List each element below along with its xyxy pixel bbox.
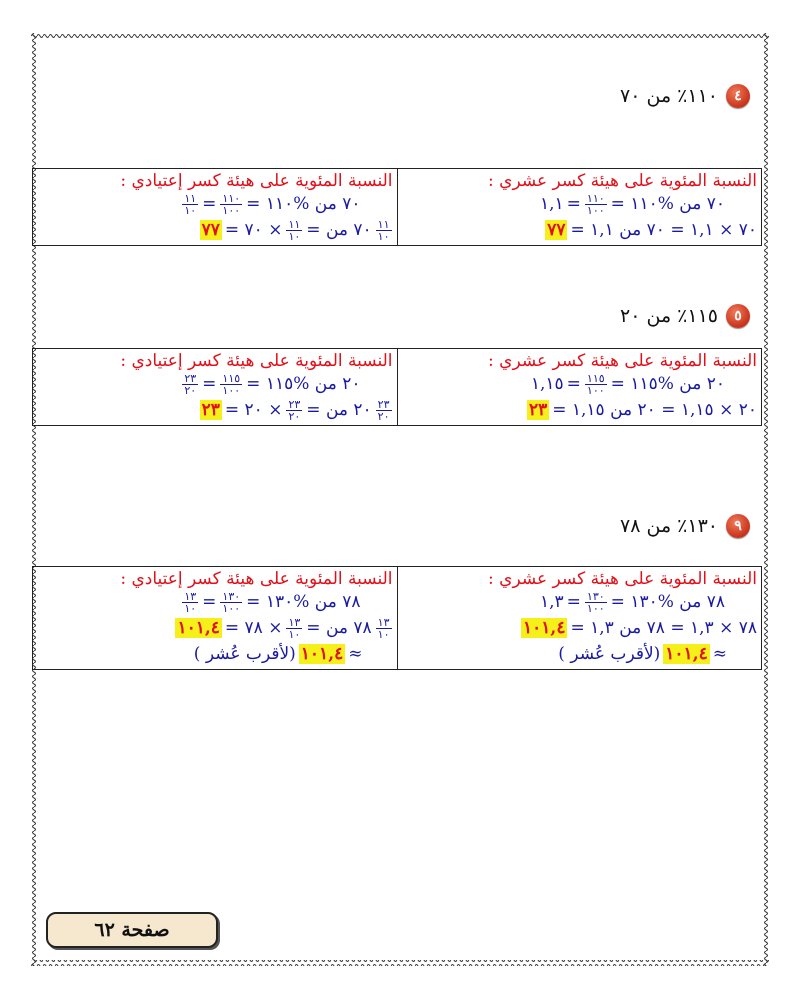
- decimal-method-cell: [397, 169, 762, 246]
- highlighted-answer: ٢٣: [201, 400, 220, 420]
- page-number-label: صفحة ٦٢: [46, 912, 218, 948]
- fraction: $\frac{١٣}{١٠}$: [377, 615, 390, 641]
- fraction: $\frac{١٣٠}{١٠٠}$: [222, 589, 241, 615]
- fraction-line-3: ( لأقرب عُشر) ١٠١,٤ ≈: [193, 644, 363, 664]
- fraction-method-cell: [33, 567, 398, 670]
- decimal-line-1: ١,٣ = $\frac{١٣٠}{١٠٠}$ = ٧٨ من %١٣٠: [540, 589, 725, 615]
- highlighted-answer: ٧٧: [547, 220, 566, 240]
- fraction: $\frac{١٣}{١٠}$: [184, 589, 197, 615]
- fraction-line-1: $\frac{٢٣}{٢٠}$ = $\frac{١١٥}{١٠٠}$ = ٢٠ من %١١٥: [184, 371, 361, 397]
- problem-statement: ١١٥٪ من ٢٠: [620, 305, 718, 327]
- highlighted-answer: ١٠١,٤: [177, 618, 220, 638]
- highlighted-answer: ١٠١,٤: [523, 618, 566, 638]
- highlighted-answer: ١٠١,٤: [665, 644, 708, 664]
- fraction-line-1: $\frac{١١}{١٠}$ = $\frac{١١٠}{١٠٠}$ = ٧٠ من %١١٠: [184, 191, 361, 217]
- fraction: $\frac{١١}{١٠}$: [184, 191, 197, 217]
- fraction-line-2: ٧٧ = ٧٠ × $\frac{١١}{١٠}$ = ٧٠ من $\frac{١١}{١٠}$: [201, 217, 390, 243]
- solution-table-9: [32, 566, 762, 670]
- fraction: $\frac{١١٥}{١٠٠}$: [586, 371, 605, 397]
- fraction: $\frac{٢٣}{٢٠}$: [377, 397, 390, 423]
- decimal-line-3: ( لأقرب عُشر) ١٠١,٤ ≈: [558, 644, 727, 664]
- decimal-method-title: النسبة المئوية على هيئة كسر عشري :: [488, 171, 757, 191]
- fraction: $\frac{١٣}{١٠}$: [288, 615, 301, 641]
- decimal-method-cell: [397, 567, 762, 670]
- problem-9-heading: [620, 514, 750, 538]
- fraction: $\frac{١٣٠}{١٠٠}$: [586, 589, 605, 615]
- highlighted-answer: ١٠١,٤: [300, 644, 344, 664]
- decimal-line-1: ١,١٥ = $\frac{١١٥}{١٠٠}$ = ٢٠ من %١١٥: [530, 371, 725, 397]
- fraction-method-cell: [33, 349, 398, 426]
- highlighted-answer: ٧٧: [201, 220, 220, 240]
- decimal-line-2: ٧٧ = ٧٠ × ١,١ = ٧٠ من ١,١: [547, 220, 757, 240]
- highlighted-answer: ٢٣: [528, 400, 548, 420]
- fraction-method-title: النسبة المئوية على هيئة كسر إعتيادي :: [120, 171, 393, 191]
- fraction: $\frac{١١}{١٠}$: [377, 217, 390, 243]
- problem-number-badge: ٥: [726, 304, 750, 328]
- fraction: $\frac{١١٠}{١٠٠}$: [222, 191, 241, 217]
- fraction: $\frac{١١}{١٠}$: [288, 217, 301, 243]
- decimal-method-title: النسبة المئوية على هيئة كسر عشري :: [488, 351, 757, 371]
- fraction-method-title: النسبة المئوية على هيئة كسر إعتيادي :: [120, 569, 393, 589]
- fraction: $\frac{٢٣}{٢٠}$: [184, 371, 197, 397]
- problem-number-badge: ٤: [726, 84, 750, 108]
- decimal-method-title: النسبة المئوية على هيئة كسر عشري :: [488, 569, 757, 589]
- solution-table-4: [32, 168, 762, 246]
- problem-5-heading: [620, 304, 750, 328]
- fraction-method-cell: [33, 169, 398, 246]
- fraction-method-title: النسبة المئوية على هيئة كسر إعتيادي :: [120, 351, 393, 371]
- decimal-line-2: ١٠١,٤ = ٧٨ × ١,٣ = ٧٨ من ١,٣: [523, 618, 757, 638]
- problem-statement: ١١٠٪ من ٧٠: [620, 85, 718, 107]
- problem-number-badge: ٩: [726, 514, 750, 538]
- problem-4-heading: [620, 84, 750, 108]
- fraction-line-2: ١٠١,٤ = ٧٨ × $\frac{١٣}{١٠}$ = ٧٨ من $\frac{١٣}{١٠}$: [177, 615, 390, 641]
- fraction: $\frac{١١٥}{١٠٠}$: [222, 371, 241, 397]
- solution-table-5: [32, 348, 762, 426]
- fraction: $\frac{١١٠}{١٠٠}$: [586, 191, 605, 217]
- fraction: $\frac{٢٣}{٢٠}$: [288, 397, 301, 423]
- problem-statement: ١٣٠٪ من ٧٨: [620, 515, 718, 537]
- decimal-line-1: ١,١ = $\frac{١١٠}{١٠٠}$ = ٧٠ من %١١٠: [540, 191, 725, 217]
- fraction-line-2: ٢٣ = ٢٠ × $\frac{٢٣}{٢٠}$ = ٢٠ من $\frac{٢٣}{٢٠}$: [201, 397, 390, 423]
- decimal-line-2: ٢٣ = ٢٠ × ١,١٥ = ٢٠ من ١,١٥: [528, 400, 757, 420]
- decimal-method-cell: [397, 349, 762, 426]
- fraction-line-1: $\frac{١٣}{١٠}$ = $\frac{١٣٠}{١٠٠}$ = ٧٨ من %١٣٠: [184, 589, 361, 615]
